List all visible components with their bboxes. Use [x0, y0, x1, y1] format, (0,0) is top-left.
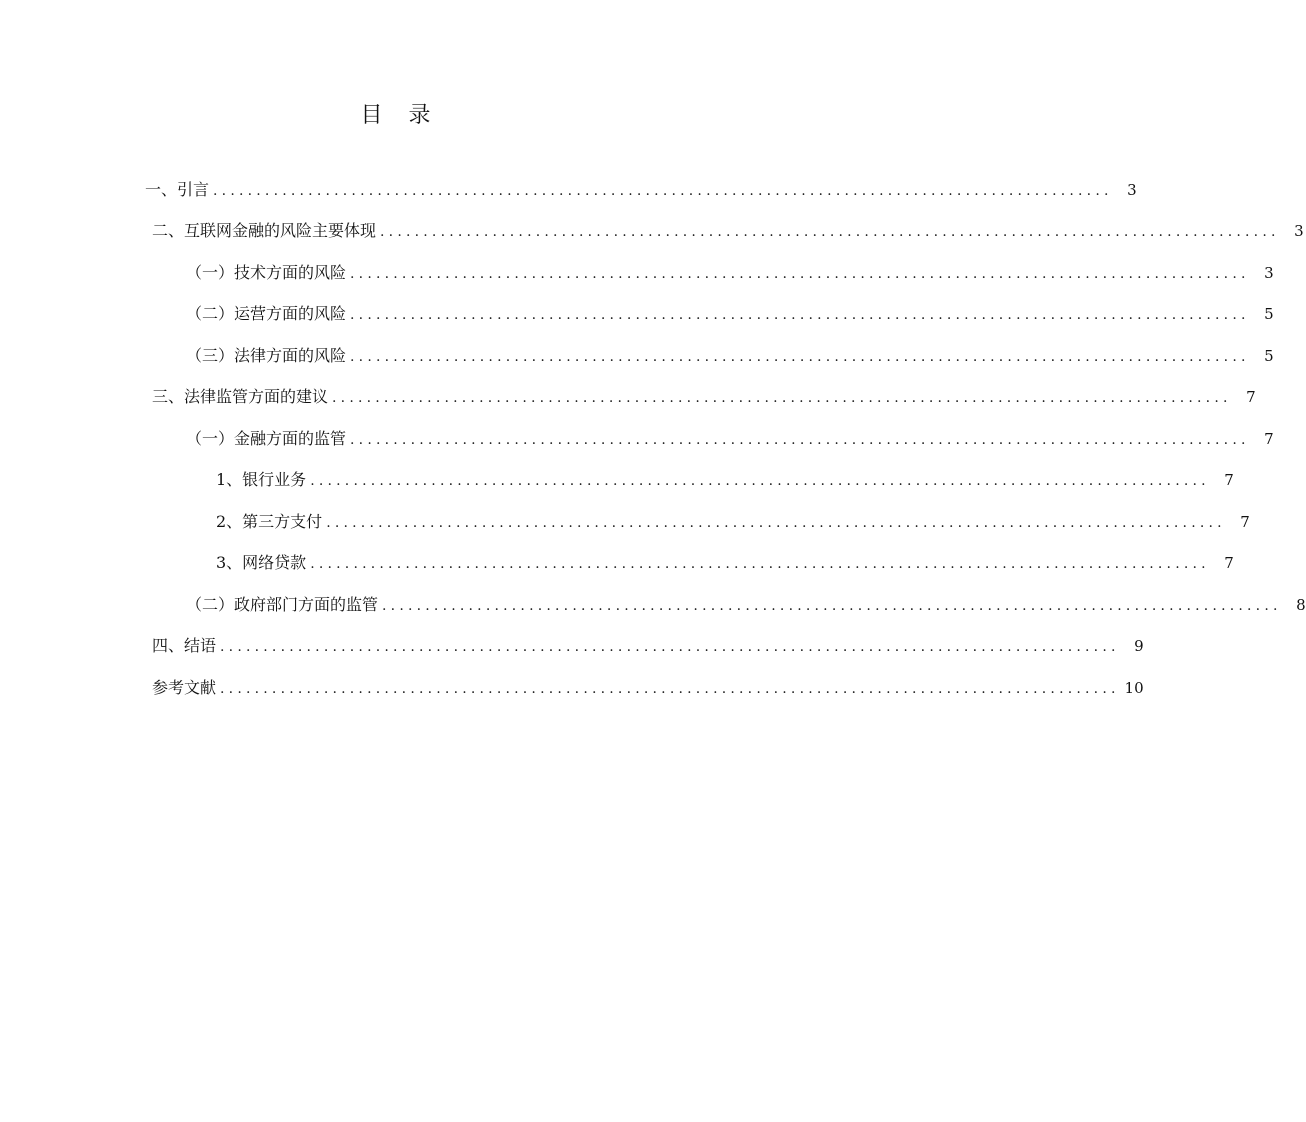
toc-entry-page: 9 — [1134, 637, 1144, 655]
toc-leader-dots: ........................................................................................................ — [310, 473, 1210, 489]
toc-leader-dots: ........................................................................................................ — [350, 266, 1250, 282]
toc-leader-dots: ........................................................................................................ — [350, 349, 1250, 365]
toc-entry[interactable] — [216, 504, 1250, 540]
toc-leader-dots: ........................................................................................................ — [220, 681, 1120, 697]
toc-entry-page: 3 — [1264, 264, 1274, 282]
toc-entry[interactable] — [152, 628, 1144, 664]
toc-entry-page: 7 — [1240, 513, 1250, 531]
toc-leader-dots: ........................................................................................................ — [213, 183, 1113, 199]
toc-entry[interactable] — [186, 338, 1274, 374]
toc-leader-dots: ........................................................................................................ — [220, 639, 1120, 655]
toc-entry-label: （一）金融方面的监管 — [186, 429, 347, 448]
toc-entry-label: 2、第三方支付 — [216, 512, 323, 531]
toc-entry-page: 3 — [1127, 181, 1137, 199]
toc-entry-label: 3、网络贷款 — [216, 553, 307, 572]
toc-leader-dots: ........................................................................................................ — [380, 224, 1280, 240]
toc-entry-label: （二）运营方面的风险 — [186, 304, 347, 323]
toc-entry-page: 7 — [1264, 430, 1274, 448]
toc-entry-label: 一、引言 — [145, 180, 210, 199]
toc-leader-dots: ........................................................................................................ — [350, 432, 1250, 448]
toc-heading-part-2: 录 — [408, 103, 433, 128]
toc-entry[interactable] — [145, 172, 1137, 208]
toc-entry[interactable] — [186, 587, 1306, 623]
toc-entry[interactable] — [186, 255, 1274, 291]
toc-entry-label: 二、互联网金融的风险主要体现 — [152, 221, 377, 240]
toc-leader-dots: ........................................................................................................ — [326, 515, 1226, 531]
toc-entry-page: 10 — [1124, 679, 1144, 697]
toc-entry-label: （一）技术方面的风险 — [186, 263, 347, 282]
toc-entry[interactable] — [216, 545, 1234, 581]
toc-leader-dots: ........................................................................................................ — [310, 556, 1210, 572]
toc-entry-page: 8 — [1296, 596, 1306, 614]
toc-entry-page: 5 — [1264, 305, 1274, 323]
toc-entry[interactable] — [152, 213, 1304, 249]
toc-entry-page: 7 — [1224, 471, 1234, 489]
toc-entry[interactable] — [152, 379, 1256, 415]
toc-entry-page: 7 — [1246, 388, 1256, 406]
toc-entry-label: 1、银行业务 — [216, 470, 307, 489]
toc-entry-page: 7 — [1224, 554, 1234, 572]
toc-heading — [0, 98, 793, 134]
toc-entry-page: 3 — [1294, 222, 1304, 240]
toc-leader-dots: ........................................................................................................ — [350, 307, 1250, 323]
toc-entry-label: （二）政府部门方面的监管 — [186, 595, 379, 614]
toc-entry-label: 四、结语 — [152, 636, 217, 655]
toc-entry-label: 参考文献 — [152, 678, 217, 697]
toc-leader-dots: ........................................................................................................ — [332, 390, 1232, 406]
toc-entry-label: 三、法律监管方面的建议 — [152, 387, 329, 406]
toc-leader-dots: ........................................................................................................ — [382, 598, 1282, 614]
toc-entry[interactable] — [152, 670, 1144, 706]
toc-entry-label: （三）法律方面的风险 — [186, 346, 347, 365]
toc-entry-page: 5 — [1264, 347, 1274, 365]
toc-entry[interactable] — [186, 296, 1274, 332]
toc-entry[interactable] — [186, 421, 1274, 457]
toc-heading-part-1: 目 — [360, 103, 385, 128]
toc-entry[interactable] — [216, 462, 1234, 498]
